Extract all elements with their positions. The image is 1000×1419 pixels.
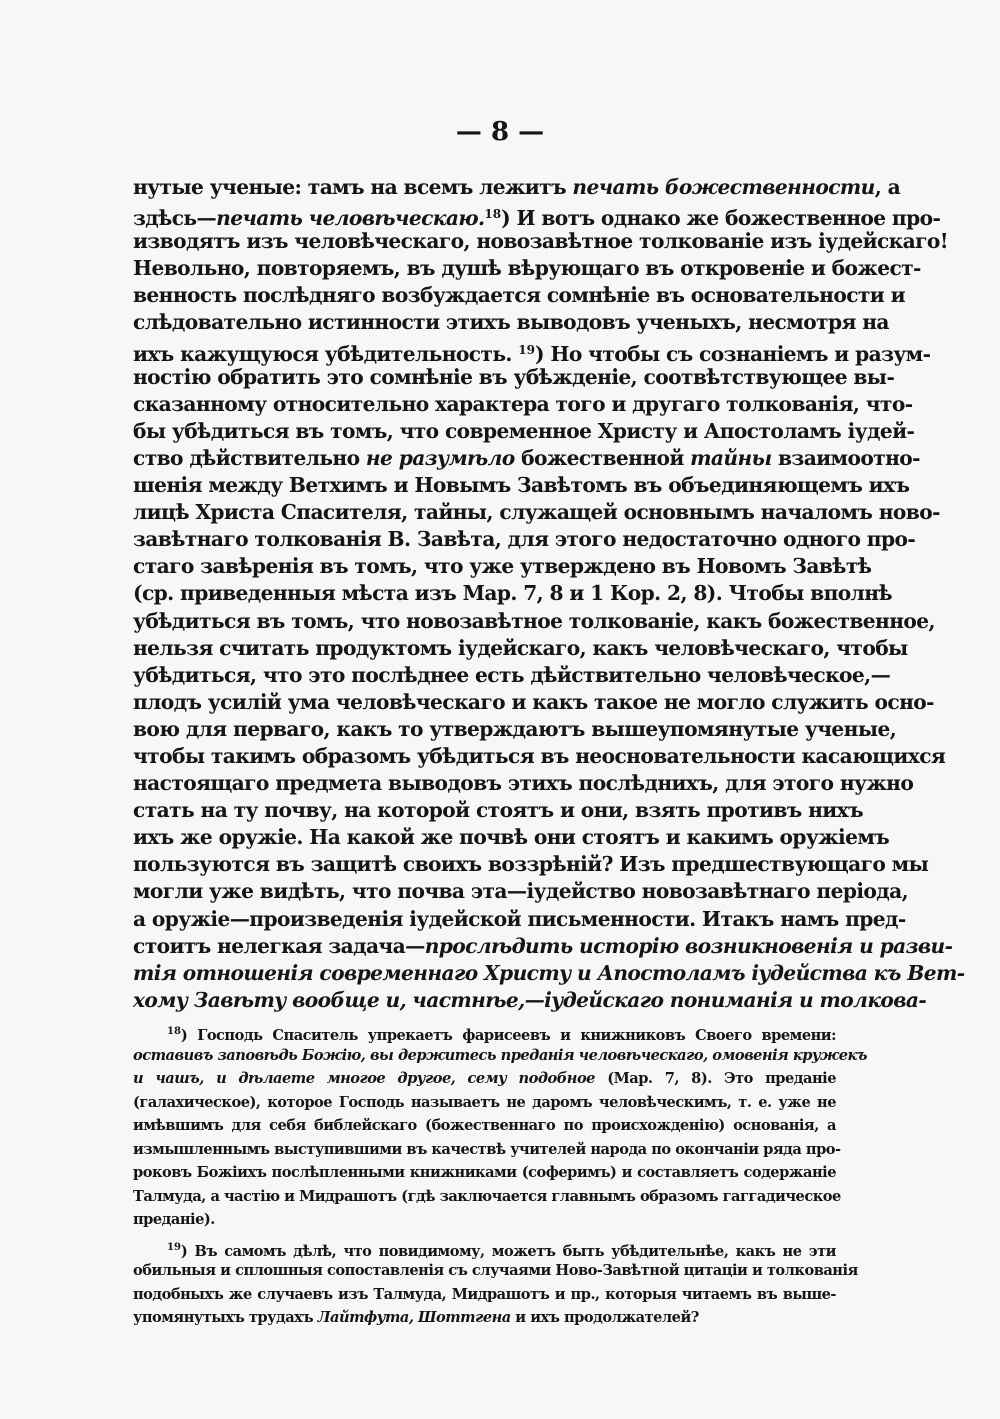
footnote-reference: 19 xyxy=(167,1241,181,1253)
text-run: ихъ же оружіе. На какой же почвѣ они стоятъ и какимъ оружіемъ xyxy=(133,825,890,850)
footnote-line xyxy=(133,1114,836,1138)
body-text-line xyxy=(133,418,915,445)
footnote-reference: 19 xyxy=(518,342,535,357)
body-text-line xyxy=(133,526,916,553)
text-run: убѣдиться въ томъ, что новозавѣтное толкованіе, какъ божественное, xyxy=(133,608,935,633)
text-run: здѣсь— xyxy=(133,206,217,231)
body-text-line xyxy=(133,201,941,231)
body-text-line xyxy=(133,635,908,662)
text-run: упомянутыхъ трудахъ xyxy=(133,1309,318,1326)
body-text-line xyxy=(133,797,863,824)
italic-text: прослѣдить исторію возникновенія и разви- xyxy=(424,933,953,958)
footnote xyxy=(133,1236,858,1330)
text-run: (ср. приведенныя мѣста изъ Мар. 7, 8 и 1 Кор. 2, 8). Чтобы вполнѣ xyxy=(133,581,893,606)
text-run: сказанному относительно характера того и другаго толкованія, что- xyxy=(133,391,913,416)
italic-text: Лайтфута, Шоттгена xyxy=(317,1309,511,1326)
text-run: шенія между Ветхимъ и Новымъ Завѣтомъ въ объединяющемъ ихъ xyxy=(133,473,910,498)
body-text-line xyxy=(133,960,965,987)
text-run: вою для перваго, какъ то утверждаютъ вышеупомянутые ученые, xyxy=(133,716,897,741)
footnote-reference: 18 xyxy=(484,207,502,222)
text-run: преданіе). xyxy=(133,1211,215,1228)
main-text-block xyxy=(133,174,965,1014)
body-text-line xyxy=(133,824,890,851)
text-run: , а xyxy=(874,175,901,199)
footnote-line xyxy=(133,1044,867,1068)
body-text-line xyxy=(133,337,931,366)
body-text-line xyxy=(133,553,872,580)
text-run: пользуются въ защитѣ своихъ воззрѣній? Изъ предшествующаго мы xyxy=(133,852,929,877)
footnote-line xyxy=(133,1306,836,1330)
text-run: измышленнымъ выступившими въ качествѣ учителей народа по окончаніи ряда про- xyxy=(133,1140,841,1158)
footnote-line xyxy=(133,1208,836,1232)
body-text-line xyxy=(133,608,935,635)
text-run: могли уже видѣть, что почва эта—іудейство новозавѣтнаго періода, xyxy=(133,879,909,904)
body-text-line xyxy=(133,499,940,526)
text-run: лицѣ Христа Спасителя, тайны, служащей основнымъ началомъ ново- xyxy=(133,500,940,525)
body-text-line xyxy=(133,472,910,499)
italic-text: тія отношенія современнаго Христу и Апостоламъ іудейства къ Вет- xyxy=(133,960,965,985)
body-text-line xyxy=(133,309,889,336)
body-text-line xyxy=(133,364,895,391)
italic-text: не разумѣло xyxy=(365,445,515,470)
text-run: слѣдовательно истинности этихъ выводовъ ученыхъ, несмотря на xyxy=(133,310,889,335)
text-run: чтобы такимъ образомъ убѣдиться въ неосновательности касающихся xyxy=(133,743,946,768)
text-run: изводятъ изъ человѣческаго, новозавѣтное толкованіе изъ іудейскаго! xyxy=(133,229,949,254)
italic-text: оставивъ заповѣдь Божію, вы держитесь преданія человѣческаго, омовенія кружекъ xyxy=(133,1046,867,1064)
text-run: нельзя считать продуктомъ іудейскаго, какъ человѣческаго, чтобы xyxy=(133,635,908,660)
text-run: роковъ Божіихъ послѣпленными книжниками (соферимъ) и составляетъ содержаніе xyxy=(133,1164,836,1181)
footnote-reference: 18 xyxy=(167,1026,181,1037)
text-run: венность послѣдняго возбуждается сомнѣніе въ основательности и xyxy=(133,283,905,308)
text-run: убѣдиться, что это послѣднее есть дѣйствительно человѣческое,— xyxy=(133,662,891,687)
text-run: подобныхъ же случаевъ изъ Талмуда, Мидрашотъ и пр., которыя читаемъ въ выше- xyxy=(133,1285,836,1303)
body-text-line xyxy=(133,174,901,201)
text-run: а оружіе—произведенія іудейской письменности. Итакъ намъ пред- xyxy=(133,906,906,931)
text-run: плодъ усилій ума человѣческаго и какъ такое не могло служить осно- xyxy=(133,689,934,714)
text-run: завѣтнаго толкованія В. Завѣта, для этого недостаточно одного про- xyxy=(133,527,916,552)
text-run: взаимоотно- xyxy=(771,445,920,470)
text-run: бы убѣдиться въ томъ, что современное Христу и Апостоламъ іудей- xyxy=(133,418,915,443)
body-text-line xyxy=(133,689,934,716)
text-run: Невольно, повторяемъ, въ душѣ вѣрующаго въ откровеніе и божест- xyxy=(133,256,921,281)
text-run: стоитъ нелегкая задача— xyxy=(133,933,425,958)
body-text-line xyxy=(133,282,905,309)
text-run: имѣвшимъ для себя библейскаго (божественнаго по происхожденію) основанія, а xyxy=(133,1117,836,1134)
text-run: (галахическое), которое Господь называетъ не даромъ человѣческимъ, т. е. уже не xyxy=(133,1093,836,1111)
page-number: — 8 — xyxy=(455,117,545,147)
text-run: божественной xyxy=(514,445,691,470)
italic-text: хому Завѣту вообще и, частнѣе,—іудейскаго пониманія и толкова- xyxy=(133,987,927,1012)
body-text-line xyxy=(133,445,920,472)
italic-text: тайны xyxy=(690,445,772,470)
footnote-line xyxy=(133,1161,836,1185)
italic-text: печать божественности xyxy=(572,175,875,199)
text-run: настоящаго предмета выводовъ этихъ послѣднихъ, для этого нужно xyxy=(133,771,914,796)
body-text-line xyxy=(133,743,946,770)
text-run: обильныя и сплошныя сопоставленія съ случаями Ново-Завѣтной цитаціи и толкованія xyxy=(133,1262,858,1279)
italic-text: и чашъ, и дѣлаете многое другое, сему подобное xyxy=(133,1070,595,1087)
footnote-line xyxy=(133,1283,836,1307)
text-run: стать на ту почву, на которой стоятъ и они, взять противъ нихъ xyxy=(133,798,863,823)
text-run: и ихъ продолжателей? xyxy=(510,1309,699,1326)
text-run: (Мар. 7, 8). Это преданіе xyxy=(594,1070,836,1087)
text-run: ) Въ самомъ дѣлѣ, что повидимому, можетъ быть убѣдительнѣе, какъ не эти xyxy=(180,1242,836,1260)
body-text-line xyxy=(133,580,893,607)
body-text-line xyxy=(133,933,953,960)
footnote-line xyxy=(133,1236,836,1260)
text-run: ностію обратить это сомнѣніе въ убѣжденіе, соотвѣтствующее вы- xyxy=(133,364,895,389)
text-run: ) И вотъ однако же божественное про- xyxy=(501,206,941,231)
body-text-line xyxy=(133,255,921,282)
body-text-line xyxy=(133,662,891,689)
text-run: ) Господь Спаситель упрекаетъ фарисеевъ и книжниковъ Своего времени: xyxy=(180,1027,836,1044)
body-text-line xyxy=(133,906,906,933)
text-run: ихъ кажущуюся убѣдительность. xyxy=(133,341,519,366)
body-text-line xyxy=(133,770,914,797)
footnote-line xyxy=(133,1138,841,1162)
text-run: нутые ученые: тамъ на всемъ лежитъ xyxy=(133,175,573,199)
footnote-line xyxy=(133,1067,836,1091)
body-text-line xyxy=(133,228,949,255)
footnote-line xyxy=(133,1020,836,1044)
body-text-line xyxy=(133,851,929,878)
body-text-line xyxy=(133,987,927,1014)
text-run: ство дѣйствительно xyxy=(133,445,366,470)
text-run: стаго завѣренія въ томъ, что уже утверждено въ Новомъ Завѣтѣ xyxy=(133,554,872,579)
footnote-line xyxy=(133,1091,836,1115)
body-text-line xyxy=(133,878,909,905)
body-text-line xyxy=(133,391,913,418)
footnote xyxy=(133,1020,867,1232)
italic-text: печать человѣческаю. xyxy=(216,206,485,231)
footnotes-block xyxy=(133,1020,867,1330)
footnote-line xyxy=(133,1185,841,1209)
text-run: ) Но чтобы съ сознаніемъ и разум- xyxy=(535,341,931,366)
text-run: Талмуда, а частію и Мидрашотъ (гдѣ заключается главнымъ образомъ гаггадическое xyxy=(133,1187,841,1205)
body-text-line xyxy=(133,716,897,743)
footnote-line xyxy=(133,1259,858,1283)
